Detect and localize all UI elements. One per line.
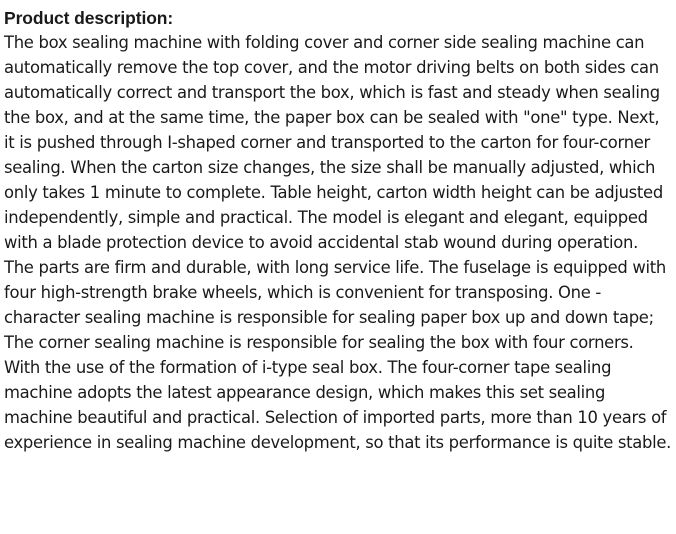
section-heading: Product description: [4, 8, 174, 28]
description-paragraph: The box sealing machine with folding cover and corner side sealing machine can automatically remove the top cover, and the motor driving belts on both sides can automatically correct and transport the box, which is fast and steady when sealing the box, and at the same time, the paper box can be sealed with "one" type. Next, it is pushed through I-shaped corner and transported to the carton for four-corner sealing. When the carton size changes, the size shall be manually adjusted, which only takes 1 minute to complete. Table height, carton width height can be adjusted independently, simple and practical. The model is elegant and elegant, equipped with a blade protection device to avoid accidental stab wound during operation. The parts are firm and durable, with long service life. The fuselage is equipped with four high-strength brake wheels, which is convenient for transposing. One - character sealing machine is responsible for sealing paper box up and down tape; The corner sealing machine is responsible for sealing the box with four corners. With the use of the formation of i-type seal box. The four-corner tape sealing machine adopts the latest appearance design, which makes this set sealing machine beautiful and practical. Selection of imported parts, more than 10 years of experience in sealing machine development, so that its performance is quite stable. [4, 33, 672, 452]
product-description-section [4, 6, 672, 455]
